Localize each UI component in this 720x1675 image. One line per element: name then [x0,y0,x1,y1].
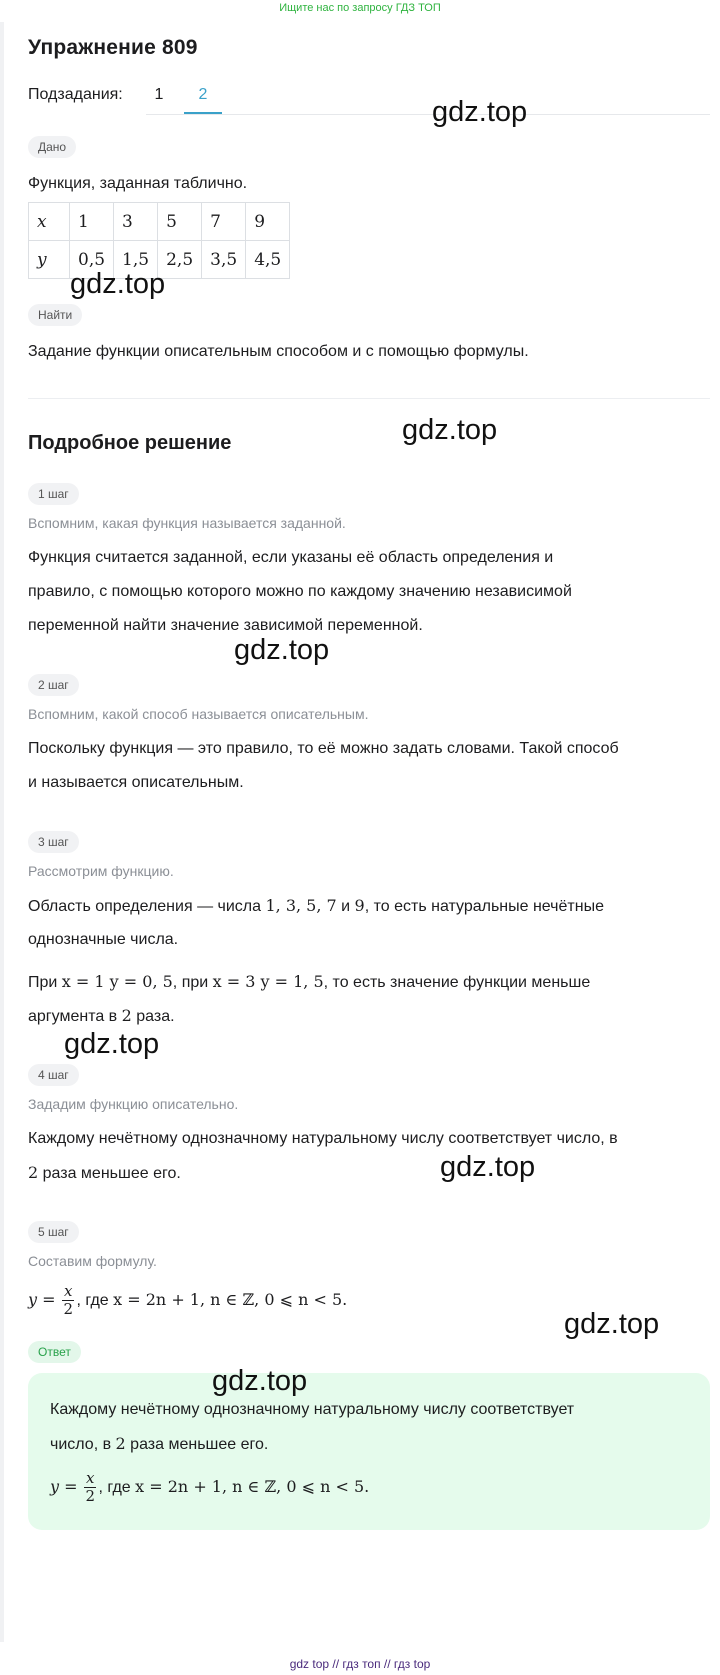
text-span: , где [76,1292,114,1309]
watermark: gdz.top [402,414,498,446]
step-2-hint: Вспомним, какой способ называется описательным. [28,706,369,722]
exercise-card [4,22,720,1645]
table-cell: 0,5 [70,241,114,279]
table-cell: 2,5 [158,241,202,279]
solution-title: Подробное решение [28,432,232,454]
subtasks-nav [28,86,710,114]
math-span: 9 [354,896,365,915]
text-span: , то есть значение функции меньше [323,974,591,991]
tab-subtask-1[interactable]: 1 [154,86,164,103]
step-4-line2 [28,1156,181,1191]
fraction-numerator: x [85,1469,95,1488]
watermark: gdz.top [64,1028,160,1060]
section-divider [28,398,710,399]
text-span: аргумента в [28,1008,122,1025]
table-header-x: x [29,203,70,241]
footer-links[interactable]: gdz top // гдз топ // гдз top [289,1657,431,1671]
math-span: y = [28,1290,56,1309]
watermark: gdz.top [432,96,528,128]
table-cell: 7 [202,203,246,241]
find-chip: Найти [28,304,82,326]
tab-subtask-2[interactable]: 2 [184,86,222,104]
answer-chip: Ответ [28,1341,81,1363]
given-chip: Дано [28,136,76,158]
step-2-chip: 2 шаг [28,674,79,696]
math-span: x = 2n + 1, n ∈ ℤ, 0 ⩽ n < 5. [113,1290,348,1309]
subtasks-divider [146,114,710,115]
step-3-p1-line2: однозначные числа. [28,931,179,948]
watermark: gdz.top [564,1308,660,1340]
fraction [84,1470,96,1505]
step-4-chip: 4 шаг [28,1064,79,1086]
step-2-line: и называется описательным. [28,774,244,791]
text-span: , то есть натуральные нечётные [364,898,604,915]
page-title: Упражнение 809 [28,36,198,59]
table-row-x [29,203,290,241]
step-3-p1 [28,889,604,924]
watermark: gdz.top [234,634,330,666]
step-4-hint: Зададим функцию описательно. [28,1096,239,1112]
text-span: число, в [50,1436,116,1453]
math-span: 2 [115,1434,126,1453]
search-banner[interactable]: Ищите нас по запросу ГДЗ ТОП [279,2,441,14]
step-3-hint: Рассмотрим функцию. [28,863,174,879]
text-span: Область определения — числа [28,898,266,915]
text-span: , где [98,1479,136,1496]
answer-line: Каждому нечётному однозначному натуральному числу соответствует [50,1401,575,1418]
math-span: 1, 3, 5, 7 [265,896,337,915]
step-5-formula [28,1278,347,1323]
math-span: x = 2n + 1, n ∈ ℤ, 0 ⩽ n < 5. [135,1477,370,1496]
step-5-chip: 5 шаг [28,1221,79,1243]
step-4-line: Каждому нечётному однозначному натуральному числу соответствует число, в [28,1130,618,1147]
text-span: раза меньшее его. [38,1165,181,1182]
watermark: gdz.top [212,1365,308,1397]
text-span: раза. [131,1008,175,1025]
math-span: x = 3 y = 1, 5 [212,972,324,991]
step-1-chip: 1 шаг [28,483,79,505]
math-span: x = 1 y = 0, 5 [61,972,173,991]
step-3-chip: 3 шаг [28,831,79,853]
fraction-denominator: 2 [85,1487,95,1506]
math-span: 2 [121,1006,132,1025]
text-span: раза меньшее его. [125,1436,269,1453]
table-cell: 9 [246,203,290,241]
step-1-line: переменной найти значение зависимой переменной. [28,617,423,634]
fraction-denominator: 2 [63,1300,73,1319]
answer-formula [50,1465,369,1510]
table-header-y: y [29,241,70,279]
step-3-p2 [28,965,590,1000]
text-span: и [336,898,355,915]
step-2-line: Поскольку функция — это правило, то её можно задать словами. Такой способ [28,740,619,757]
step-1-line: правило, с помощью которого можно по каждому значению независимой [28,583,572,600]
subtasks-label: Подзадания: [28,86,123,103]
table-cell: 5 [158,203,202,241]
fraction-numerator: x [63,1282,73,1301]
answer-box [28,1373,710,1530]
step-1-hint: Вспомним, какая функция называется заданной. [28,515,346,531]
text-span: При [28,974,62,991]
given-text: Функция, заданная таблично. [28,175,248,192]
step-5-hint: Составим формулу. [28,1253,157,1269]
table-cell: 4,5 [246,241,290,279]
table-cell: 1 [70,203,114,241]
watermark: gdz.top [70,268,166,300]
find-text: Задание функции описательным способом и с помощью формулы. [28,343,529,360]
table-cell: 3 [114,203,158,241]
table-cell: 1,5 [114,241,158,279]
table-cell: 3,5 [202,241,246,279]
answer-line2 [50,1427,268,1462]
step-1-line: Функция считается заданной, если указаны её область определения и [28,549,554,566]
text-span: , при [172,974,213,991]
math-span: 2 [28,1163,39,1182]
math-span: y = [50,1477,78,1496]
watermark: gdz.top [440,1151,536,1183]
fraction [62,1283,74,1318]
